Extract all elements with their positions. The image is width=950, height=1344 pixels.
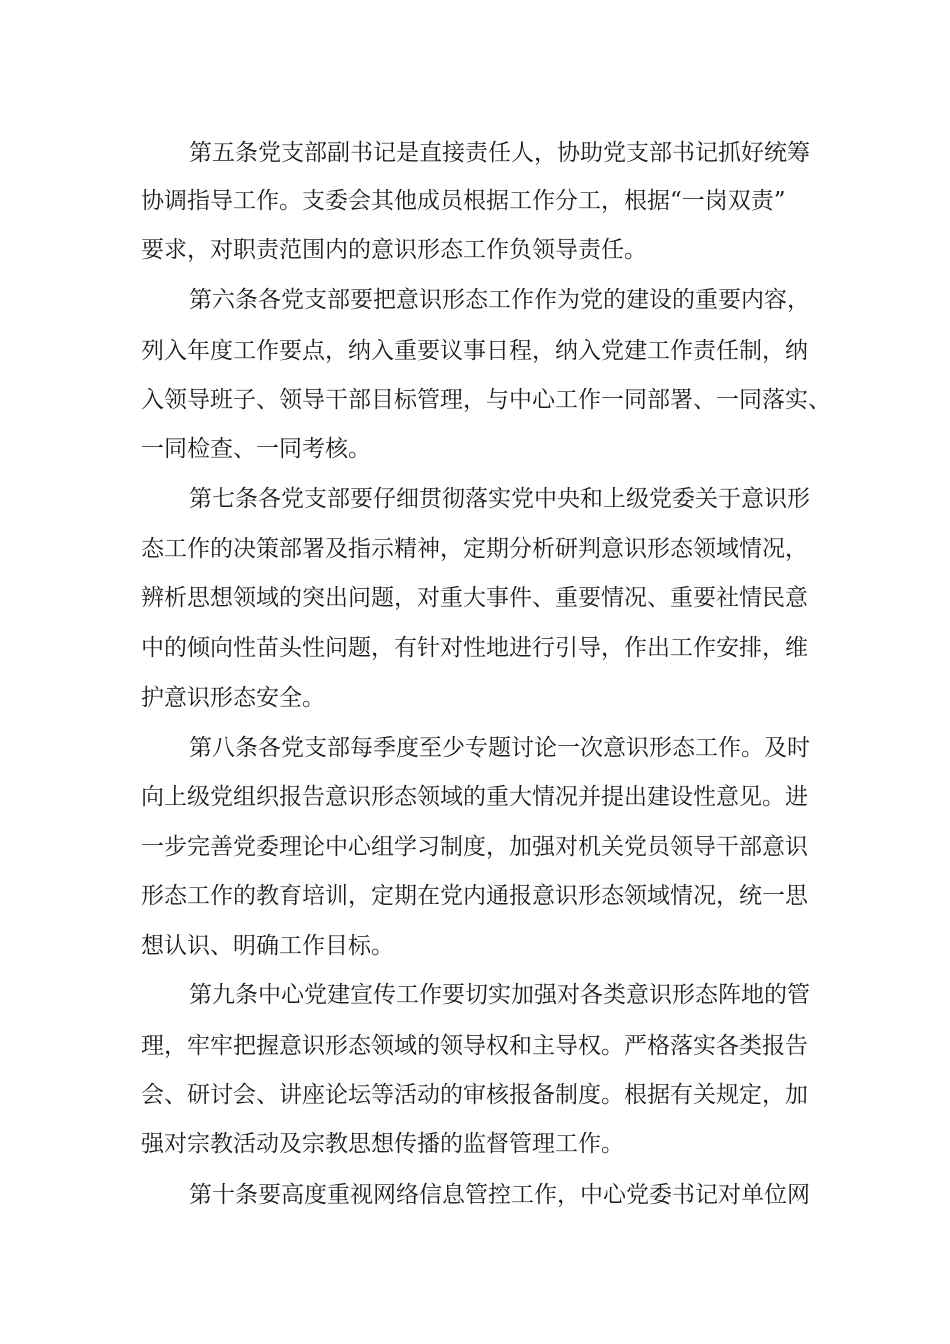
article-5-line-2: 协调指导工作。支委会其他成员根据工作分工，根据“一岗双责” bbox=[141, 188, 786, 214]
article-5-line-3: 要求，对职责范围内的意识形态工作负领导责任。 bbox=[141, 237, 647, 263]
article-7-line-3: 辨析思想领域的突出问题，对重大事件、重要情况、重要社情民意 bbox=[141, 585, 808, 611]
article-8-line-2: 向上级党组织报告意识形态领域的重大情况并提出建设性意见。进 bbox=[141, 784, 808, 810]
article-6-line-2: 列入年度工作要点，纳入重要议事日程，纳入党建工作责任制，纳 bbox=[141, 338, 808, 364]
article-9-line-4: 强对宗教活动及宗教思想传播的监督管理工作。 bbox=[141, 1131, 624, 1157]
article-6-line-3: 入领导班子、领导干部目标管理，与中心工作一同部署、一同落实、 bbox=[141, 387, 831, 413]
article-8-line-3: 一步完善党委理论中心组学习制度，加强对机关党员领导干部意识 bbox=[141, 834, 808, 860]
article-8-line-5: 想认识、明确工作目标。 bbox=[141, 933, 394, 959]
article-7-line-5: 护意识形态安全。 bbox=[141, 685, 325, 711]
article-9-line-2: 理，牢牢把握意识形态领域的领导权和主导权。严格落实各类报告 bbox=[141, 1033, 808, 1059]
article-7-line-4: 中的倾向性苗头性问题，有针对性地进行引导，作出工作安排，维 bbox=[141, 635, 808, 661]
article-8-line-1: 第八条各党支部每季度至少专题讨论一次意识形态工作。及时 bbox=[189, 735, 810, 761]
article-9-line-1: 第九条中心党建宣传工作要切实加强对各类意识形态阵地的管 bbox=[189, 982, 810, 1008]
article-7-line-1: 第七条各党支部要仔细贯彻落实党中央和上级党委关于意识形 bbox=[189, 486, 810, 512]
article-9-line-3: 会、研讨会、讲座论坛等活动的审核报备制度。根据有关规定，加 bbox=[141, 1082, 808, 1108]
article-7-line-2: 态工作的决策部署及指示精神，定期分析研判意识形态领域情况， bbox=[141, 536, 808, 562]
article-8-line-4: 形态工作的教育培训，定期在党内通报意识形态领域情况，统一思 bbox=[141, 883, 808, 909]
article-10-line-1: 第十条要高度重视网络信息管控工作，中心党委书记对单位网 bbox=[189, 1182, 810, 1208]
article-5-line-1: 第五条党支部副书记是直接责任人，协助党支部书记抓好统筹 bbox=[189, 140, 810, 166]
article-6-line-4: 一同检查、一同考核。 bbox=[141, 436, 371, 462]
article-6-line-1: 第六条各党支部要把意识形态工作作为党的建设的重要内容， bbox=[189, 287, 810, 313]
